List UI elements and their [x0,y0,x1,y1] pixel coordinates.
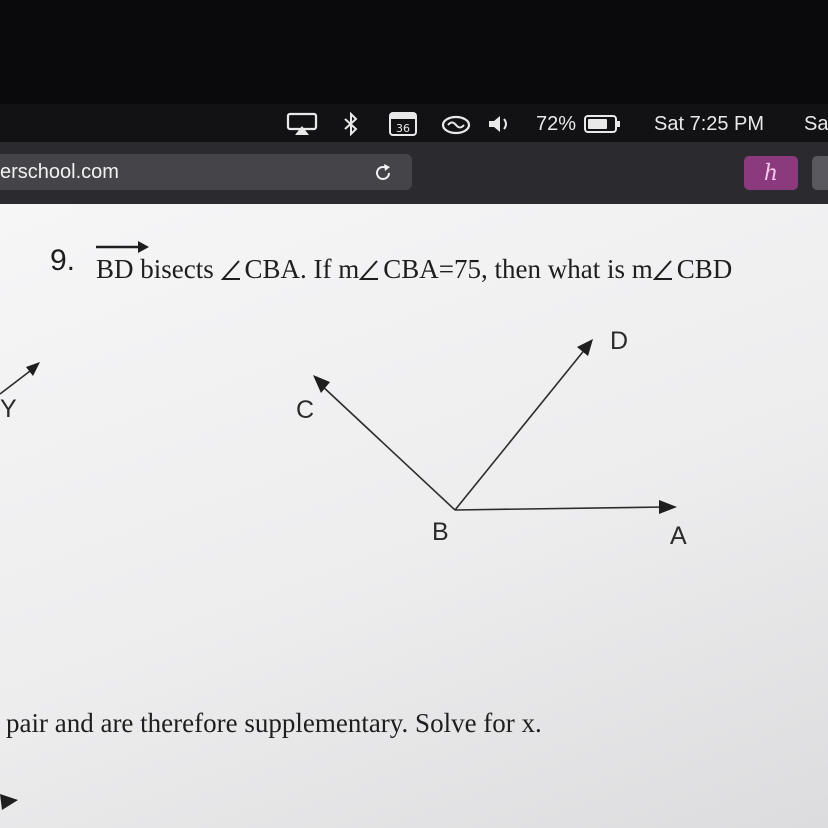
point-label-y: Y [0,395,17,423]
next-figure-arrowhead [0,794,18,810]
ray-y-arrowhead [26,362,40,376]
battery-percent[interactable]: 72% [536,112,577,135]
menu-clock[interactable]: Sat 7:25 PM [654,112,765,135]
extension-label: h [763,160,779,186]
menu-bar [0,104,828,142]
calendar-icon[interactable] [388,112,418,136]
reload-icon[interactable] [372,162,394,184]
cloud-icon[interactable] [440,112,472,136]
browser-toolbar [0,142,828,204]
user-name[interactable]: Sa [804,112,828,135]
point-label-b: B [432,518,449,546]
ray-ba [455,507,665,510]
volume-icon[interactable] [486,112,514,136]
screen-bezel [0,0,828,108]
bluetooth-icon[interactable] [342,112,360,136]
worksheet-page [0,204,828,828]
ray-bd [455,348,586,510]
ray-bd-arrowhead [577,339,593,356]
next-question-fragment: pair and are therefore supplementary. Solve for x. [6,708,542,738]
point-label-c: C [296,396,315,424]
address-bar[interactable] [0,154,412,190]
ray-ba-arrowhead [659,500,677,514]
extension-button[interactable] [744,156,798,190]
point-label-a: A [670,522,687,550]
airplay-icon[interactable] [286,112,318,136]
extension-button-2[interactable] [812,156,828,190]
url-text[interactable]: erschool.com [0,161,119,183]
ray-name: BD [96,254,134,285]
point-label-d: D [610,327,629,355]
svg-text:36: 36 [396,122,410,135]
question-number: 9. [50,244,76,277]
battery-icon[interactable] [584,112,622,136]
ray-y [0,368,34,394]
ray-bc [320,384,455,510]
question-text: BD bisects CBA. If m CBA=75, then what is m CBD [96,254,732,285]
